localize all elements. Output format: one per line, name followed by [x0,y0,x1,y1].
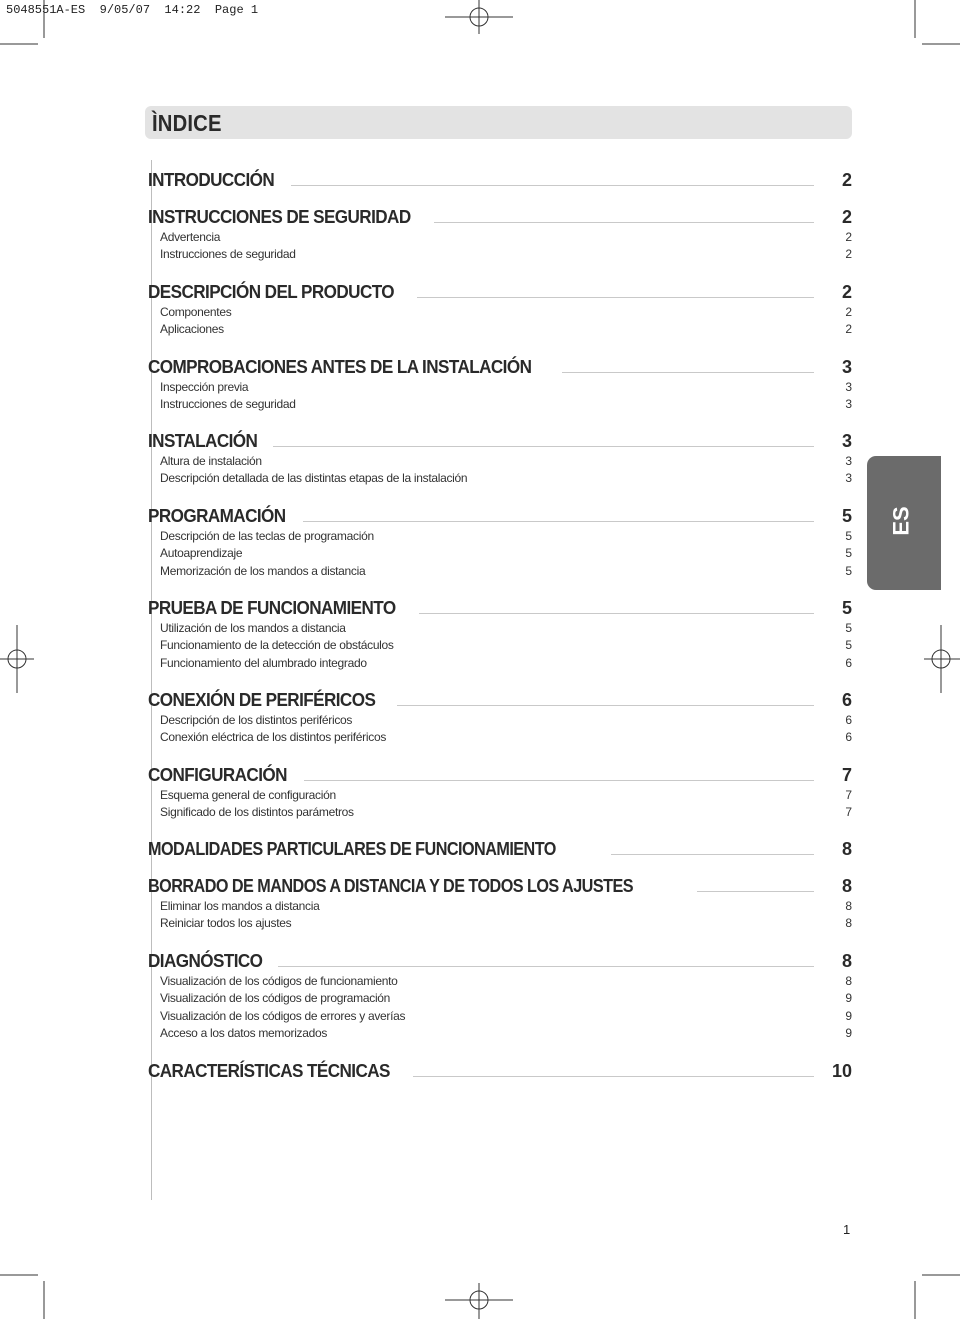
toc-section [148,764,852,821]
toc-subitem-page: 9 [845,1026,852,1041]
toc-subitem-label: Instrucciones de seguridad [160,247,296,262]
language-label: ES [888,506,914,536]
toc-leader-line [273,446,814,447]
toc-section-title: DIAGNÓSTICO [148,951,263,971]
toc-subitem [148,990,852,1008]
toc-subitem [148,452,852,470]
toc-subitem [148,378,852,396]
toc-subitem-label: Instrucciones de seguridad [160,397,296,412]
toc-subitem-label: Altura de instalación [160,453,262,468]
toc-subitem-page: 8 [845,916,852,931]
toc-subitem-label: Aplicaciones [160,322,224,337]
toc-section [148,597,852,672]
toc-subitem-label: Visualización de los códigos de errores y averías [160,1008,406,1023]
toc-subitem-page: 2 [845,229,852,244]
toc-subitem [148,396,852,414]
language-tab [867,456,941,590]
toc-section-row [148,764,852,786]
toc-subitem-page: 8 [845,898,852,913]
toc-subitem-label: Funcionamiento de la detección de obstáculos [160,638,394,653]
toc-subitem-label: Descripción de las teclas de programación [160,528,374,543]
toc-section-row [148,169,852,191]
toc-section-row [148,505,852,527]
toc-subitem [148,228,852,246]
toc-subitem-page: 9 [845,991,852,1006]
toc-section-page: 5 [841,506,852,526]
toc-subitem-page: 3 [845,397,852,412]
toc-subitem-label: Utilización de los mandos a distancia [160,620,346,635]
toc-section-page: 5 [841,598,852,618]
toc-subitem-label: Inspección previa [160,379,249,394]
toc-subitem [148,915,852,933]
toc-subitem [148,972,852,990]
toc-subitem-label: Esquema general de configuración [160,787,336,802]
toc-section [148,206,852,263]
toc-subitem [148,246,852,264]
toc-leader-line [397,705,814,706]
toc-section-title: DESCRIPCIÓN DEL PRODUCTO [148,282,395,302]
toc-section-page: 2 [841,170,852,190]
toc-subitem-page: 3 [845,453,852,468]
toc-subitem [148,562,852,580]
toc-subitem-label: Significado de los distintos parámetros [160,805,354,820]
toc-subitem [148,897,852,915]
toc-leader-line [697,891,814,892]
toc-subitem-label: Conexión eléctrica de los distintos periféricos [160,730,387,745]
toc-section-title: CARACTERÍSTICAS TÉCNICAS [148,1061,390,1081]
toc-subitem-label: Descripción detallada de las distintas etapas de la instalación [160,471,468,486]
toc-leader-line [611,854,814,855]
toc-section [148,281,852,338]
toc-section-page: 3 [841,431,852,451]
toc-section-row [148,950,852,972]
toc-section-page: 8 [841,951,852,971]
toc-subitem-page: 3 [845,379,852,394]
toc-subitem-label: Funcionamiento del alumbrado integrado [160,655,367,670]
toc-subitem-page: 6 [845,655,852,670]
toc-subitem-label: Descripción de los distintos periféricos [160,712,353,727]
toc-subitem-page: 7 [845,787,852,802]
toc-subitem-page: 2 [845,322,852,337]
toc-section-row [148,281,852,303]
toc-subitem-page: 6 [845,712,852,727]
toc-subitem [148,654,852,672]
toc-subitem-page: 9 [845,1008,852,1023]
toc-leader-line [417,297,814,298]
toc-section [148,875,852,932]
toc-section-title: INTRODUCCIÓN [148,170,275,190]
toc-section-title: BORRADO DE MANDOS A DISTANCIA Y DE TODOS LOS AJUSTES [148,876,633,896]
toc-subitem [148,637,852,655]
toc-section [148,430,852,487]
toc-section-row [148,356,852,378]
toc-subitem [148,321,852,339]
toc-section-title: INSTRUCCIONES DE SEGURIDAD [148,207,411,227]
toc-subitem-page: 3 [845,471,852,486]
toc-section-page: 3 [841,357,852,377]
toc-subitem [148,470,852,488]
toc-subitem [148,729,852,747]
toc-section-title: PROGRAMACIÓN [148,506,286,526]
page-number: 1 [843,1222,851,1237]
toc-section-page: 8 [841,876,852,896]
toc-subitem-page: 2 [845,247,852,262]
toc-leader-line [434,222,814,223]
toc-subitem-label: Eliminar los mandos a distancia [160,898,320,913]
toc-section-row [148,1060,852,1082]
toc-section-row [148,689,852,711]
toc-section-row [148,875,852,897]
toc-section-title: CONEXIÓN DE PERIFÉRICOS [148,690,376,710]
toc-subitem-page: 2 [845,304,852,319]
toc-section-row [148,206,852,228]
toc-section-title: INSTALACIÓN [148,431,258,451]
toc-subitem-page: 5 [845,563,852,578]
page-title: ÌNDICE [152,110,222,136]
toc-section [148,950,852,1042]
toc-subitem [148,786,852,804]
toc-subitem [148,804,852,822]
toc-subitem [148,527,852,545]
toc-leader-line [304,780,814,781]
toc-subitem [148,545,852,563]
toc-section [148,505,852,580]
toc-subitem [148,303,852,321]
toc-subitem-page: 5 [845,546,852,561]
toc-section [148,689,852,746]
toc-leader-line [562,372,814,373]
toc-section-title: MODALIDADES PARTICULARES DE FUNCIONAMIENTO [148,839,556,859]
toc-section-row [148,838,852,860]
toc-subitem-label: Visualización de los códigos de programación [160,991,391,1006]
toc-section-page: 6 [841,690,852,710]
toc-subitem-page: 6 [845,730,852,745]
toc-subitem-page: 7 [845,805,852,820]
toc-subitem-page: 8 [845,973,852,988]
toc-subitem-label: Reiniciar todos los ajustes [160,916,292,931]
toc-section-page: 2 [841,207,852,227]
toc-section-row [148,430,852,452]
toc-section-row [148,597,852,619]
toc-leader-line [413,1076,814,1077]
toc-subitem [148,711,852,729]
toc-subitem [148,1025,852,1043]
toc-subitem-page: 5 [845,528,852,543]
toc-leader-line [303,521,814,522]
toc-section [148,169,852,191]
toc-leader-line [291,185,814,186]
toc-subitem-label: Advertencia [160,229,221,244]
toc-section-page: 8 [841,839,852,859]
toc-section-title: CONFIGURACIÓN [148,765,287,785]
toc-section-page: 2 [841,282,852,302]
print-slug: 5048551A-ES 9/05/07 14:22 Page 1 [6,3,259,17]
toc-section-title: COMPROBACIONES ANTES DE LA INSTALACIÓN [148,357,532,377]
toc-subitem-label: Componentes [160,304,232,319]
toc-subitem-label: Visualización de los códigos de funcionamiento [160,973,398,988]
toc-subitem-label: Acceso a los datos memorizados [160,1026,328,1041]
toc-subitem [148,1007,852,1025]
toc-section-page: 10 [831,1061,852,1081]
toc-subitem-label: Autoaprendizaje [160,546,243,561]
toc-section [148,356,852,413]
toc-section [148,838,852,860]
toc-leader-line [419,613,814,614]
toc-subitem [148,619,852,637]
toc-section-title: PRUEBA DE FUNCIONAMIENTO [148,598,396,618]
toc-leader-line [278,966,814,967]
toc-section-page: 7 [841,765,852,785]
toc-subitem-label: Memorización de los mandos a distancia [160,563,366,578]
toc-subitem-page: 5 [845,638,852,653]
toc-section [148,1060,852,1082]
index-title-bar [145,106,852,139]
toc-subitem-page: 5 [845,620,852,635]
